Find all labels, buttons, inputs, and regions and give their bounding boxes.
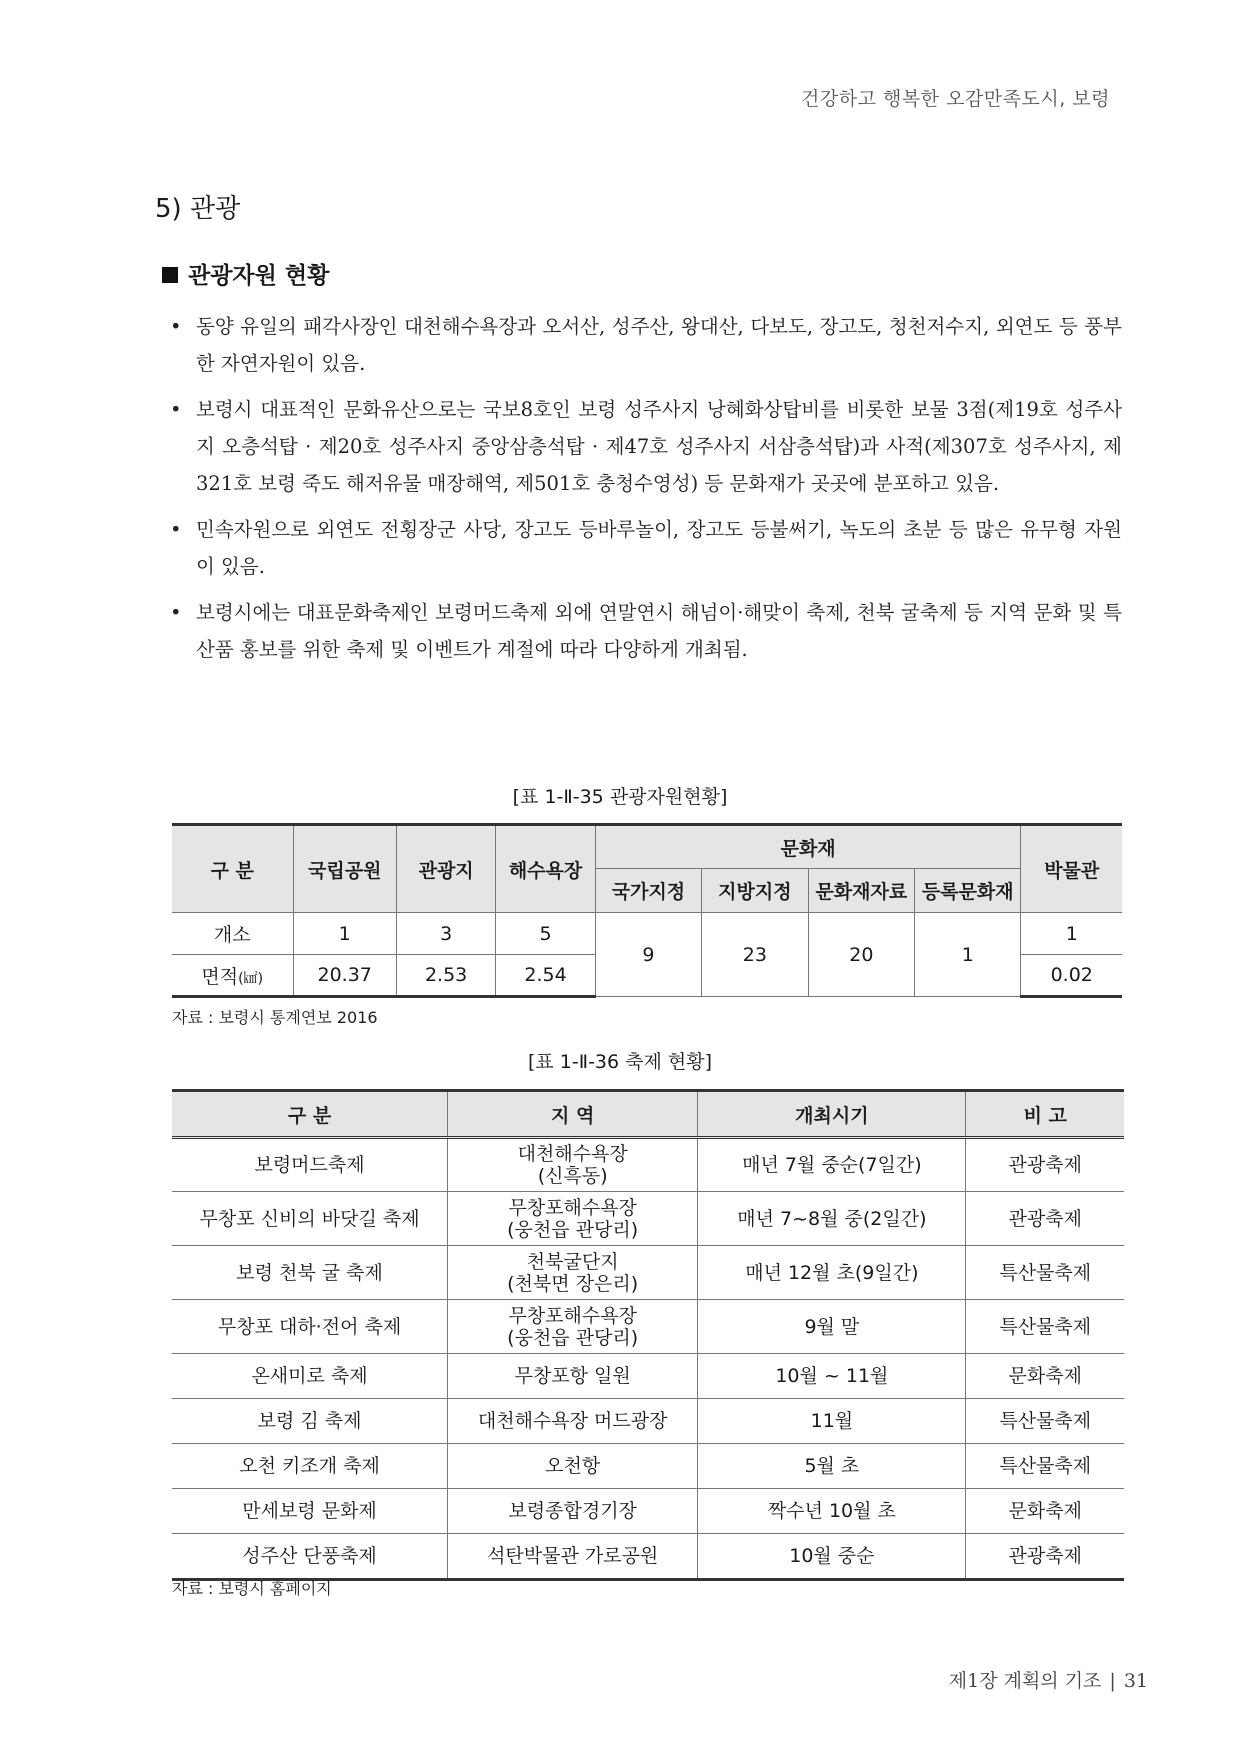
cell-value: 5 — [496, 913, 595, 955]
region-line: 대천해수욕장 — [517, 1143, 628, 1165]
cell-value: 9 — [595, 913, 701, 997]
cell-value: 20 — [808, 913, 914, 997]
col-header-tourist-site: 관광지 — [396, 825, 495, 913]
festival-name: 보령 천북 굴 축제 — [172, 1246, 448, 1300]
festival-note: 관광축제 — [966, 1138, 1124, 1192]
festival-note: 특산물축제 — [966, 1399, 1124, 1444]
col-header-museum: 박물관 — [1021, 825, 1122, 913]
subsection-title-text: 관광자원 현황 — [188, 263, 330, 289]
row-label: 개소 — [172, 913, 293, 955]
bullet-dot-icon: • — [170, 601, 182, 624]
table2-caption: [표 1-Ⅱ-36 축제 현황] — [527, 1051, 713, 1073]
cell-value: 1 — [1021, 913, 1122, 955]
festival-region: 오천항 — [448, 1444, 698, 1489]
row-label — [172, 955, 293, 997]
table-row — [172, 1246, 1124, 1300]
festival-name: 보령머드축제 — [172, 1138, 448, 1192]
bullet-text: 보령시 대표적인 문화유산으로는 국보8호인 보령 성주사지 낭혜화상탑비를 비롯한 보물 3점(제19호 성주사지 오층석탑 · 제20호 성주사지 중앙삼층석탑 · 제47호 성주사지 서삼층석탑)과 사적(제307호 성주사지, 제321호 보령 죽도 해저유물 매장해역, 제501호 충청수영성) 등 문화재가 곳곳에 분포하고 있음. — [196, 398, 1122, 495]
festival-name: 보령 김 축제 — [172, 1399, 448, 1444]
bullet-list — [170, 308, 1122, 677]
subsection-title — [162, 257, 329, 290]
table-row — [172, 1489, 1124, 1534]
table-row — [172, 1444, 1124, 1489]
col-header-registered: 등록문화재 — [915, 869, 1021, 913]
col-header-local: 지방지정 — [702, 869, 808, 913]
festival-note: 문화축제 — [966, 1489, 1124, 1534]
festival-region: 보령종합경기장 — [448, 1489, 698, 1534]
running-header: 건강하고 행복한 오감만족도시, 보령 — [801, 88, 1110, 110]
bullet-dot-icon: • — [170, 518, 182, 541]
bullet-dot-icon: • — [170, 315, 182, 338]
festival-note: 관광축제 — [966, 1192, 1124, 1246]
col-header-gubun: 구 분 — [172, 1091, 448, 1138]
bullet-dot-icon: • — [170, 398, 182, 421]
table-row — [172, 1399, 1124, 1444]
festival-note: 특산물축제 — [966, 1246, 1124, 1300]
festival-note: 관광축제 — [966, 1534, 1124, 1580]
footer-separator: | — [1109, 1670, 1116, 1692]
festival-period: 매년 7~8월 중(2일간) — [698, 1192, 966, 1246]
region-sub-line: (웅천읍 관당리) — [507, 1326, 639, 1349]
region-line: 무창포해수욕장 — [508, 1304, 637, 1327]
festival-period: 5월 초 — [698, 1444, 966, 1489]
region-sub-line: (신흑동) — [537, 1165, 608, 1187]
bullet-item — [170, 594, 1122, 668]
row-label-text: 면적 — [201, 965, 239, 988]
bullet-text: 민속자원으로 외연도 전횡장군 사당, 장고도 등바루놀이, 장고도 등불써기, 녹도의 초분 등 많은 유무형 자원이 있음. — [196, 518, 1122, 578]
footer-chapter: 제1장 계획의 기조 — [948, 1670, 1102, 1692]
cell-value: 3 — [396, 913, 495, 955]
table-row — [172, 1354, 1124, 1399]
col-header-material: 문화재자료 — [808, 869, 914, 913]
col-header-national-park: 국립공원 — [293, 825, 396, 913]
col-header-gubun: 구 분 — [172, 825, 293, 913]
festival-period: 10월 ~ 11월 — [698, 1354, 966, 1399]
festival-name: 성주산 단풍축제 — [172, 1534, 448, 1580]
table1-caption: [표 1-Ⅱ-35 관광자원현황] — [512, 786, 728, 808]
region-line: 천북굴단지 — [526, 1250, 619, 1273]
region-sub-line: (천북면 장은리) — [507, 1272, 639, 1295]
col-header-national: 국가지정 — [595, 869, 701, 913]
cell-value: 2.54 — [496, 955, 595, 997]
festival-region — [448, 1246, 698, 1300]
festival-name: 온새미로 축제 — [172, 1354, 448, 1399]
bullet-item — [170, 391, 1122, 502]
festival-region — [448, 1192, 698, 1246]
col-header-period: 개최시기 — [698, 1091, 966, 1138]
region-sub-line: (웅천읍 관당리) — [507, 1218, 639, 1241]
festival-note: 특산물축제 — [966, 1444, 1124, 1489]
festival-period: 10월 중순 — [698, 1534, 966, 1580]
festival-name: 무창포 신비의 바닷길 축제 — [172, 1192, 448, 1246]
festival-period: 매년 7월 중순(7일간) — [698, 1138, 966, 1192]
page-footer — [949, 1666, 1148, 1693]
cell-value: 0.02 — [1021, 955, 1122, 997]
square-bullet-icon — [162, 267, 178, 283]
table1-source: 자료 : 보령시 통계연보 2016 — [172, 1008, 378, 1027]
region-line: 무창포해수욕장 — [508, 1196, 637, 1219]
festival-period: 11월 — [698, 1399, 966, 1444]
cell-value: 1 — [293, 913, 396, 955]
table2-source: 자료 : 보령시 홈페이지 — [172, 1579, 332, 1598]
festival-period: 짝수년 10월 초 — [698, 1489, 966, 1534]
festival-period: 매년 12월 초(9일간) — [698, 1246, 966, 1300]
col-header-heritage: 문화재 — [595, 825, 1021, 869]
cell-value: 1 — [915, 913, 1021, 997]
bullet-item — [170, 308, 1122, 382]
tourism-resources-table — [172, 823, 1122, 998]
festival-region: 무창포항 일원 — [448, 1354, 698, 1399]
page-number: 31 — [1123, 1670, 1148, 1692]
bullet-text: 보령시에는 대표문화축제인 보령머드축제 외에 연말연시 해넘이·해맞이 축제, 천북 굴축제 등 지역 문화 및 특산품 홍보를 위한 축제 및 이벤트가 계절에 따라 다양하게 개최됨. — [196, 601, 1122, 661]
cell-value: 20.37 — [293, 955, 396, 997]
table-row — [172, 1192, 1124, 1246]
festival-name: 무창포 대하·전어 축제 — [172, 1300, 448, 1354]
table-row — [172, 913, 1122, 955]
cell-value: 2.53 — [396, 955, 495, 997]
section-title: 5) 관광 — [155, 194, 241, 224]
bullet-text: 동양 유일의 패각사장인 대천해수욕장과 오서산, 성주산, 왕대산, 다보도, 장고도, 청천저수지, 외연도 등 풍부한 자연자원이 있음. — [196, 315, 1122, 375]
festival-name: 만세보령 문화제 — [172, 1489, 448, 1534]
festival-region — [448, 1300, 698, 1354]
festival-region: 석탄박물관 가로공원 — [448, 1534, 698, 1580]
col-header-region: 지 역 — [448, 1091, 698, 1138]
festival-name: 오천 키조개 축제 — [172, 1444, 448, 1489]
table-row — [172, 1138, 1124, 1192]
cell-value: 23 — [702, 913, 808, 997]
table-row — [172, 1534, 1124, 1580]
festival-table — [172, 1089, 1124, 1581]
festival-period: 9월 말 — [698, 1300, 966, 1354]
festival-region: 대천해수욕장 머드광장 — [448, 1399, 698, 1444]
col-header-note: 비 고 — [966, 1091, 1124, 1138]
festival-region — [448, 1138, 698, 1192]
festival-note: 문화축제 — [966, 1354, 1124, 1399]
festival-note: 특산물축제 — [966, 1300, 1124, 1354]
table-row — [172, 1300, 1124, 1354]
bullet-item — [170, 511, 1122, 585]
unit-label: (㎢) — [238, 970, 264, 987]
col-header-beach: 해수욕장 — [496, 825, 595, 913]
